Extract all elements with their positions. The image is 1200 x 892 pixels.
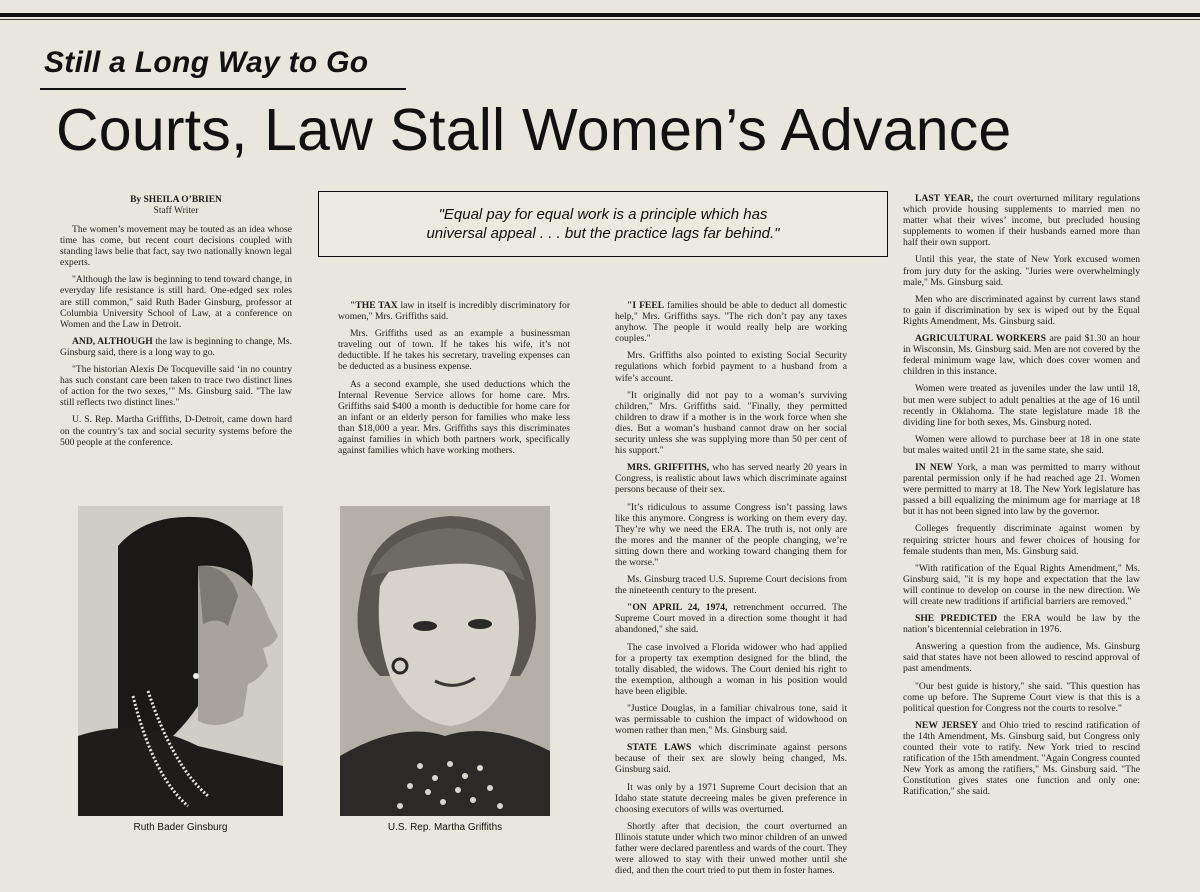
paragraph-text: the court overturned military regulations which provide housing supplements to married men no matter what their wives’ income, but precluded housing supplements to women if their husbands earned more than half their own support. [903,193,1140,249]
paragraph [615,390,847,457]
paragraph [615,703,847,736]
paragraph-text: Answering a question from the audience, Ms. Ginsburg said that states have not been allowed to rescind approval of past amendments. [903,641,1140,675]
paragraph [338,300,570,322]
paragraph-text: It was only by a 1971 Supreme Court decision that an Idaho state statute decreeing males be given preference in choosing executors of wills was overturned. [615,781,847,815]
paragraph-text: who has served nearly 20 years in Congress, is realistic about laws which discriminate against persons because of their sex. [615,462,847,496]
paragraph-lead-in: LAST YEAR, [915,193,974,204]
photo-ruth-bader-ginsburg [78,506,283,816]
paragraph [60,414,292,447]
kicker-underline [40,88,406,90]
paragraph-text: retrenchment occurred. The Supreme Court moved in a direction some thought it had abandoned," she said. [615,602,847,636]
paragraph [903,523,1140,556]
paragraph [903,462,1140,517]
paragraph-text: "With ratification of the Equal Rights Amendment," Ms. Ginsburg said, "it is my hope and expectation that the law will continue to develop on course in the new direction. We will create new traditions if artificial barriers are removed." [903,562,1140,607]
paragraph [615,602,847,635]
paragraph-lead-in: "ON APRIL 24, 1974, [627,602,728,614]
paragraph-text: families should be able to deduct all domestic help," Mrs. Griffiths says. "The rich don’t pay any taxes anyhow. The people it would really help are working couples." [615,300,848,345]
paragraph [903,563,1140,607]
paragraph-text: law in itself is incredibly discriminatory for women," Mrs. Griffiths said. [338,300,571,323]
caption-griffiths: U.S. Rep. Martha Griffiths [387,822,503,833]
pull-quote-line-2: universal appeal . . . but the practice lags far behind." [426,225,780,242]
paragraph [903,383,1140,427]
paragraph-lead-in: IN NEW [915,461,953,473]
paragraph-lead-in: NEW JERSEY [915,719,979,731]
paragraph-text: the ERA would be law by the nation’s bicentennial celebration in 1976. [903,613,1140,636]
paragraph-text: "Our best guide is history," she said. "This question has come up before. The Supreme Court view is that this is a political question for Congress not the courts to resolve." [903,680,1140,714]
paragraph [615,642,847,697]
paragraph-text: which discriminate against persons because of their sex are slowly being changed, Ms. Ginsburg said. [615,742,847,776]
paragraph-lead-in: AND, ALTHOUGH [72,335,153,347]
top-rule-thin [0,19,1200,20]
paragraph-text: are paid $1.30 an hour in Wisconsin, Ms. Ginsburg said. Men are not covered by the federal minimum wage law, which does cover women and children in this instance. [903,333,1140,378]
top-rule [0,13,1200,17]
portrait-image [340,506,550,816]
paragraph [60,336,292,358]
portrait-image [78,506,283,816]
article-column-2 [338,300,570,462]
article-column-3 [615,300,847,882]
paragraph [338,328,570,372]
paragraph [615,462,847,495]
paragraph-text: Women were allowd to purchase beer at 18 in one state but males waited until 21 in the same state, she said. [903,433,1140,456]
paragraph [60,364,292,408]
paragraph [615,742,847,775]
paragraph [903,193,1140,248]
paragraph-text: The case involved a Florida widower who had applied for a property tax exemption designed for the blind, the totally disabled, the widows. The Court denied his right to the exemption, although a woman in his position would have been eligible. [615,641,847,697]
paragraph [615,502,847,569]
paragraph-text: and Ohio tried to rescind ratification of the 14th Amendment, Ms. Ginsburg said, but Congress only counted their vote to ratify. New York tried to rescind ratification of the 15th amendment. "Again Congress counted New York as among the ratifiers," Ms. Ginsburg said. "The Constitution gives states one function and only one: Ratification," she said. [903,719,1140,798]
paragraph-text: Women were treated as juveniles under the law until 18, but men were subject to adult penalties at the age of 16 until recently in Oklahoma. The state legislature made 18 the dividing line for both sexes, Ms. Ginsburg noted. [903,383,1140,428]
paragraph-text: "Justice Douglas, in a familiar chivalrous tone, said it was permissable to cushion the impact of widowhood on women rather than men," Ms. Ginsburg said. [615,703,847,737]
paragraph [903,254,1140,287]
paragraph-text: U. S. Rep. Martha Griffiths, D-Detroit, came down hard on the country’s tax and social security systems before the 500 people at the conference. [60,414,292,448]
paragraph-lead-in: MRS. GRIFFITHS, [627,462,710,474]
paragraph-text: "It’s ridiculous to assume Congress isn’t passing laws like this anymore. Congress is working on them every day. They’re why we need the ERA. The truth is, not only are the mores and the manner of the people changing, we’re sitting down there and working toward changing them for the worse." [615,501,847,568]
paragraph-text: the law is beginning to change, Ms. Ginsburg said, there is a long way to go. [60,335,292,358]
pull-quote-line-1: "Equal pay for equal work is a principle which has [438,206,768,223]
article-column-4 [903,193,1140,804]
paragraph [903,641,1140,674]
paragraph-text: Mrs. Griffiths used as an example a businessman traveling out of town. If he takes his wife, it’s not deductible. If he takes his secretary, traveling expenses can be deducted as a business expense. [338,328,570,373]
paragraph-text: York, a man was permitted to marry without parental permission only if he had reached age 21. Women were permitted to marry at 18. The New York legislature has passed a bill equalizing the minimum age for marriage at 18 but it has not been signed into law by the governor. [903,461,1140,518]
paragraph [615,350,847,383]
article-column-1 [60,195,292,454]
caption-ginsburg: Ruth Bader Ginsburg [133,822,228,833]
photo-martha-griffiths [340,506,550,816]
byline-name: By SHEILA O’BRIEN [130,195,222,205]
paragraph-text: Shortly after that decision, the court overturned an Illinois statute under which two minor children of an unwed father were declared parentless and wards of the court. They were allowed to stay with their unwed mother until she died, and then the court tried to put them in foster hames. [615,820,847,877]
paragraph-text: Until this year, the state of New York excused women from jury duty for the asking. "Juries were overwhelmingly male," Ms. Ginsburg said. [903,254,1140,288]
paragraph [615,574,847,596]
paragraph [60,274,292,329]
paragraph [615,821,847,876]
paragraph-text: As a second example, she used deductions which the Internal Revenue Service allows for home care. Mrs. Griffiths said $400 a month is deductible for home care for an infant or an elderly person for families who make less than $18,000 a year. Mrs. Griffiths says this discriminates against families in which both partners work, specifically against families which have working mothers. [338,378,570,457]
main-headline: Courts, Law Stall Women’s Advance [56,97,1012,163]
paragraph [903,434,1140,456]
paragraph [903,294,1140,327]
paragraph-text: Men who are discriminated against by current laws stand to gain if discrimination by sex is wiped out by the Equal Rights Amendment, Ms. Ginsburg said. [903,293,1140,327]
paragraph [903,613,1140,635]
pull-quote [318,191,888,257]
paragraph [60,224,292,268]
paragraph-lead-in: "THE TAX [350,300,398,311]
paragraph-text: Colleges frequently discriminate against women by requiring stricter hours and fewer choices of housing for female students than men, Ms. Ginsburg said. [903,523,1140,557]
paragraph-text: Ms. Ginsburg traced U.S. Supreme Court decisions from the nineteenth century to the present. [615,574,847,597]
paragraph-text: "Although the law is beginning to tend toward change, in everyday life resistance is still hard. One-edged sex roles are still common," said Ruth Bader Ginsburg, professor at Columbia University School of Law, at a conference on Women and the Law in Detroit. [60,274,292,330]
paragraph [615,782,847,815]
paragraph-lead-in: AGRICULTURAL WORKERS [915,333,1046,345]
byline [60,195,292,217]
paragraph-lead-in: SHE PREDICTED [915,613,998,625]
paragraph [903,333,1140,377]
paragraph-text: "It originally did not pay to a woman’s surviving children," Mrs. Griffiths said. "Finally, they permitted children to draw if a mother is in the work force when she dies. But a woman’s husband cannot draw on her social security unless she was supplying more than 50 per cent of his support." [615,389,847,457]
paragraph-lead-in: "I FEEL [627,300,665,311]
paragraph [338,379,570,457]
paragraph [903,681,1140,714]
paragraph [903,720,1140,798]
byline-title: Staff Writer [153,206,199,216]
kicker-headline: Still a Long Way to Go [44,46,369,79]
paragraph-text: "The historian Alexis De Tocqueville said ‘in no country has such constant care been taken to trace two distinct lines of action for the two sexes,’" Ms. Ginsburg said. "The law still reflects two distinct lines." [60,364,292,409]
paragraph-text: Mrs. Griffiths also pointed to existing Social Security regulations which forbid payment to a husband from a wife’s account. [615,350,847,384]
paragraph [615,300,847,344]
paragraph-text: The women’s movement may be touted as an idea whose time has come, but recent court decisions coupled with standing laws belie that fact, say two nationally known legal experts. [60,224,292,269]
paragraph-lead-in: STATE LAWS [627,742,692,754]
